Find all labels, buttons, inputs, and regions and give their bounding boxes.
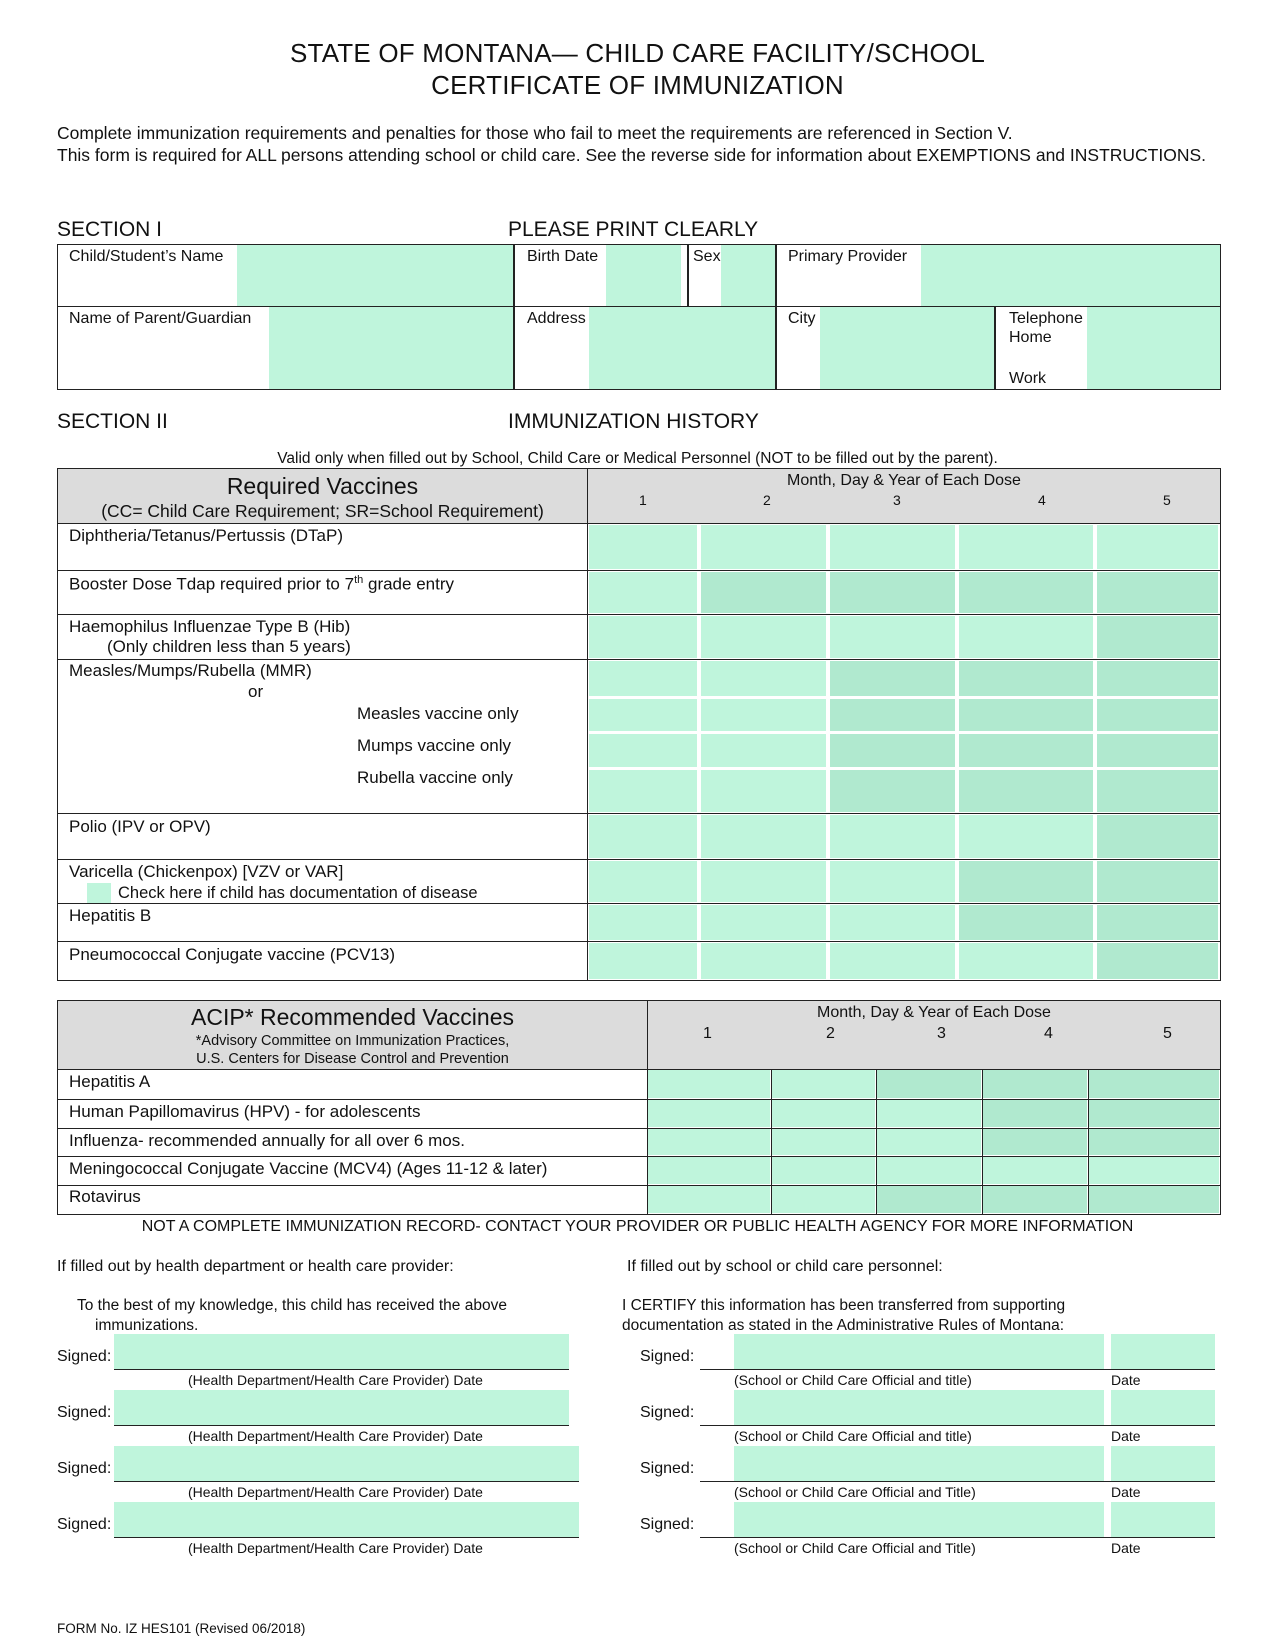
acip-dose-number: 2 (826, 1025, 835, 1042)
dose-date-cell[interactable] (959, 525, 1093, 569)
parent-name-field[interactable] (269, 307, 513, 389)
date-caption: Date (1111, 1484, 1141, 1500)
left-statement-2: immunizations. (95, 1317, 199, 1334)
acip-dose-header: Month, Day & Year of Each Dose (817, 1004, 1051, 1021)
primary-provider-field[interactable] (921, 245, 1220, 306)
acip-vaccine-hpv: Human Papillomavirus (HPV) - for adolescents (69, 1102, 421, 1121)
dose-date-cell[interactable] (830, 815, 955, 858)
acip-dose-date-cell[interactable] (772, 1070, 875, 1098)
vaccine-hib: Haemophilus Influenzae Type B (Hib) (69, 617, 351, 636)
acip-dose-date-cell[interactable] (648, 1100, 770, 1127)
dose-date-cell[interactable] (701, 770, 826, 812)
dose-date-cell[interactable] (830, 734, 955, 767)
child-name-field[interactable] (237, 245, 513, 306)
left-signed-label: Signed: (57, 1516, 112, 1533)
provider-signature-caption: (Health Department/Health Care Provider) Date (188, 1428, 483, 1444)
school-official-caption: (School or Child Care Official and Title) (734, 1540, 976, 1556)
dose-date-cell[interactable] (959, 734, 1093, 767)
acip-dose-number: 3 (937, 1025, 946, 1042)
dose-date-cell[interactable] (589, 943, 697, 979)
right-signed-label: Signed: (640, 1348, 695, 1365)
school-official-signature-field[interactable] (734, 1390, 1104, 1426)
right-signed-label: Signed: (640, 1516, 695, 1533)
acip-dose-date-cell[interactable] (772, 1129, 875, 1155)
dose-date-cell[interactable] (589, 572, 697, 613)
acip-dose-date-cell[interactable] (772, 1186, 875, 1213)
city-label: City (788, 310, 816, 327)
form-title-line2: CERTIFICATE OF IMMUNIZATION (431, 70, 844, 100)
provider-signature-field[interactable] (114, 1390, 569, 1426)
school-official-signature-field[interactable] (734, 1446, 1104, 1482)
dose-date-cell[interactable] (701, 734, 826, 767)
dose-date-cell[interactable] (830, 905, 955, 940)
acip-dose-date-cell[interactable] (877, 1157, 981, 1184)
vaccine-rubella: Rubella vaccine only (357, 768, 513, 787)
dose-date-cell[interactable] (1097, 661, 1218, 696)
right-signed-label: Signed: (640, 1404, 695, 1421)
date-caption: Date (1111, 1428, 1141, 1444)
left-sign-heading: If filled out by health department or health care provider: (57, 1258, 454, 1275)
acip-dose-date-cell[interactable] (877, 1186, 981, 1213)
school-official-caption: (School or Child Care Official and title) (734, 1372, 972, 1388)
provider-signature-caption: (Health Department/Health Care Provider) Date (188, 1484, 483, 1500)
dose-date-cell[interactable] (1097, 699, 1218, 731)
provider-signature-field[interactable] (114, 1502, 579, 1538)
dose-number: 5 (1163, 492, 1171, 508)
vaccine-varicella: Varicella (Chickenpox) [VZV or VAR] (69, 862, 344, 881)
section1-subheading: PLEASE PRINT CLEARLY (508, 218, 759, 241)
incomplete-record-notice: NOT A COMPLETE IMMUNIZATION RECORD- CONTACT YOUR PROVIDER OR PUBLIC HEALTH AGENCY FOR MORE INFORMATION (141, 1218, 1134, 1235)
school-official-caption: (School or Child Care Official and title) (734, 1428, 972, 1444)
acip-dose-date-cell[interactable] (983, 1070, 1087, 1098)
dose-date-cell[interactable] (701, 572, 826, 613)
vaccine-mumps: Mumps vaccine only (357, 736, 512, 755)
acip-dose-date-cell[interactable] (772, 1157, 875, 1184)
varicella-check-label: Check here if child has documentation of disease (118, 884, 478, 902)
acip-dose-date-cell[interactable] (648, 1157, 770, 1184)
acip-vaccine-mcv4: Meningococcal Conjugate Vaccine (MCV4) (Ages 11-12 & later) (69, 1159, 548, 1178)
school-official-signature-field[interactable] (734, 1334, 1104, 1370)
right-signed-label: Signed: (640, 1460, 695, 1477)
acip-note2: U.S. Centers for Disease Control and Prevention (196, 1051, 509, 1067)
address-field[interactable] (589, 307, 775, 389)
varicella-disease-checkbox[interactable] (87, 883, 111, 903)
acip-dose-number: 5 (1163, 1025, 1172, 1042)
dose-date-cell[interactable] (959, 699, 1093, 731)
dose-date-cell[interactable] (589, 770, 697, 812)
provider-signature-field[interactable] (114, 1334, 569, 1370)
dose-date-cell[interactable] (701, 861, 826, 902)
vaccine-mmr: Measles/Mumps/Rubella (MMR) (69, 661, 312, 680)
dose-date-cell[interactable] (589, 815, 697, 858)
mmr-or: or (248, 682, 264, 701)
acip-dose-date-cell[interactable] (1089, 1186, 1219, 1213)
section1-grid (57, 244, 1221, 390)
dose-date-cell[interactable] (959, 943, 1093, 979)
left-signed-label: Signed: (57, 1404, 112, 1421)
right-statement-2: documentation as stated in the Administrative Rules of Montana: (622, 1317, 1064, 1334)
dose-date-cell[interactable] (830, 616, 955, 658)
dose-date-cell[interactable] (701, 699, 826, 731)
acip-vaccine-hepa: Hepatitis A (69, 1072, 151, 1091)
dose-date-cell[interactable] (589, 616, 697, 658)
acip-dose-date-cell[interactable] (1089, 1070, 1219, 1098)
required-title: Required Vaccines (226, 473, 419, 499)
vaccine-hib-note: (Only children less than 5 years) (107, 637, 351, 656)
dose-date-cell[interactable] (589, 861, 697, 902)
dose-date-cell[interactable] (830, 770, 955, 812)
home-label: Home (1009, 329, 1052, 346)
acip-dose-date-cell[interactable] (877, 1100, 981, 1127)
school-official-date-field[interactable] (1111, 1390, 1215, 1426)
dose-date-cell[interactable] (830, 943, 955, 979)
acip-dose-date-cell[interactable] (983, 1157, 1087, 1184)
acip-title: ACIP* Recommended Vaccines (191, 1004, 514, 1030)
dose-number: 4 (1038, 492, 1046, 508)
dose-date-cell[interactable] (959, 661, 1093, 696)
birth-date-label: Birth Date (527, 248, 599, 265)
dose-date-cell[interactable] (589, 661, 697, 696)
city-field[interactable] (820, 307, 994, 389)
dose-header: Month, Day & Year of Each Dose (787, 472, 1021, 489)
dose-date-cell[interactable] (701, 661, 826, 696)
dose-date-cell[interactable] (589, 905, 697, 940)
vaccine-hepb: Hepatitis B (69, 906, 152, 925)
dose-date-cell[interactable] (830, 861, 955, 902)
acip-dose-date-cell[interactable] (983, 1100, 1087, 1127)
intro-line1: Complete immunization requirements and penalties for those who fail to meet the requirements are referenced in Section V. (57, 123, 1013, 143)
acip-dose-number: 1 (703, 1025, 712, 1042)
dose-date-cell[interactable] (1097, 905, 1218, 940)
required-vaccines-table (57, 468, 1221, 981)
school-official-signature-field[interactable] (734, 1502, 1104, 1538)
acip-dose-date-cell[interactable] (648, 1070, 770, 1098)
dose-date-cell[interactable] (959, 572, 1093, 613)
dose-number: 1 (639, 492, 647, 508)
dose-date-cell[interactable] (830, 661, 955, 696)
right-statement-1: I CERTIFY this information has been transferred from supporting (622, 1297, 1066, 1314)
acip-dose-date-cell[interactable] (648, 1129, 770, 1155)
dose-date-cell[interactable] (830, 572, 955, 613)
parent-name-label: Name of Parent/Guardian (69, 310, 252, 327)
dose-number: 3 (893, 492, 901, 508)
dose-date-cell[interactable] (1097, 770, 1218, 812)
dose-date-cell[interactable] (701, 815, 826, 858)
required-subtitle: (CC= Child Care Requirement; SR=School Requirement) (101, 501, 544, 521)
dose-date-cell[interactable] (1097, 525, 1218, 569)
left-statement-1: To the best of my knowledge, this child has received the above (77, 1297, 507, 1314)
vaccine-polio: Polio (IPV or OPV) (69, 817, 211, 836)
vaccine-pcv: Pneumococcal Conjugate vaccine (PCV13) (69, 945, 396, 964)
section2-subheading: IMMUNIZATION HISTORY (508, 410, 759, 433)
date-caption: Date (1111, 1540, 1141, 1556)
acip-dose-date-cell[interactable] (877, 1070, 981, 1098)
left-signed-label: Signed: (57, 1460, 112, 1477)
dose-date-cell[interactable] (701, 525, 826, 569)
telephone-label: Telephone (1009, 310, 1083, 327)
dose-date-cell[interactable] (959, 770, 1093, 812)
birth-date-field[interactable] (606, 245, 681, 306)
dose-date-cell[interactable] (959, 815, 1093, 858)
form-title-line1: STATE OF MONTANA— CHILD CARE FACILITY/SCHOOL (290, 38, 985, 68)
dose-date-cell[interactable] (1097, 815, 1218, 858)
dose-date-cell[interactable] (701, 905, 826, 940)
telephone-field[interactable] (1087, 307, 1220, 389)
acip-note1: *Advisory Committee on Immunization Practices, (195, 1033, 510, 1049)
sex-field[interactable] (721, 245, 775, 306)
acip-dose-date-cell[interactable] (877, 1129, 981, 1155)
school-official-date-field[interactable] (1111, 1502, 1215, 1538)
dose-date-cell[interactable] (1097, 861, 1218, 902)
form-number: FORM No. IZ HES101 (Revised 06/2018) (57, 1621, 306, 1636)
vaccine-dtap: Diphtheria/Tetanus/Pertussis (DTaP) (69, 526, 344, 545)
acip-vaccine-rotavirus: Rotavirus (69, 1187, 141, 1206)
dose-number: 2 (763, 492, 771, 508)
school-official-date-field[interactable] (1111, 1446, 1215, 1482)
address-label: Address (527, 310, 586, 327)
dose-date-cell[interactable] (1097, 572, 1218, 613)
dose-date-cell[interactable] (959, 616, 1093, 658)
dose-date-cell[interactable] (1097, 734, 1218, 767)
dose-date-cell[interactable] (589, 525, 697, 569)
acip-dose-number: 4 (1044, 1025, 1053, 1042)
right-sign-heading: If filled out by school or child care personnel: (627, 1258, 943, 1275)
child-name-label: Child/Student’s Name (69, 248, 224, 265)
acip-dose-date-cell[interactable] (983, 1129, 1087, 1155)
section1-heading: SECTION I (57, 218, 163, 241)
school-official-date-field[interactable] (1111, 1334, 1215, 1370)
dose-date-cell[interactable] (589, 734, 697, 767)
section2-heading: SECTION II (57, 410, 168, 433)
school-official-caption: (School or Child Care Official and Title) (734, 1484, 976, 1500)
vaccine-measles: Measles vaccine only (357, 704, 519, 723)
acip-dose-date-cell[interactable] (1089, 1129, 1219, 1155)
dose-date-cell[interactable] (701, 616, 826, 658)
acip-vaccines-table (57, 1000, 1221, 1215)
intro-line2: This form is required for ALL persons attending school or child care. See the reverse side for information about EXEMPTIONS and INSTRUCTIONS. (57, 145, 1207, 165)
dose-date-cell[interactable] (1097, 943, 1218, 979)
acip-dose-date-cell[interactable] (772, 1100, 875, 1127)
acip-dose-date-cell[interactable] (1089, 1100, 1219, 1127)
dose-date-cell[interactable] (589, 699, 697, 731)
dose-date-cell[interactable] (1097, 616, 1218, 658)
left-signed-label: Signed: (57, 1348, 112, 1365)
provider-signature-field[interactable] (114, 1446, 579, 1482)
section2-note: Valid only when filled out by School, Child Care or Medical Personnel (NOT to be filled out by the parent). (277, 450, 998, 467)
provider-signature-caption: (Health Department/Health Care Provider) Date (188, 1372, 483, 1388)
primary-provider-label: Primary Provider (788, 248, 908, 265)
work-label: Work (1009, 370, 1047, 387)
acip-dose-date-cell[interactable] (648, 1186, 770, 1213)
sex-label: Sex (693, 248, 721, 265)
acip-dose-date-cell[interactable] (1089, 1157, 1219, 1184)
vaccine-tdap: Booster Dose Tdap required prior to 7th grade entry (69, 574, 454, 594)
dose-date-cell[interactable] (959, 861, 1093, 902)
acip-vaccine-influenza: Influenza- recommended annually for all over 6 mos. (69, 1131, 465, 1150)
provider-signature-caption: (Health Department/Health Care Provider) Date (188, 1540, 483, 1556)
acip-dose-date-cell[interactable] (983, 1186, 1087, 1213)
date-caption: Date (1111, 1372, 1141, 1388)
dose-date-cell[interactable] (830, 525, 955, 569)
dose-date-cell[interactable] (701, 943, 826, 979)
dose-date-cell[interactable] (830, 699, 955, 731)
dose-date-cell[interactable] (959, 905, 1093, 940)
